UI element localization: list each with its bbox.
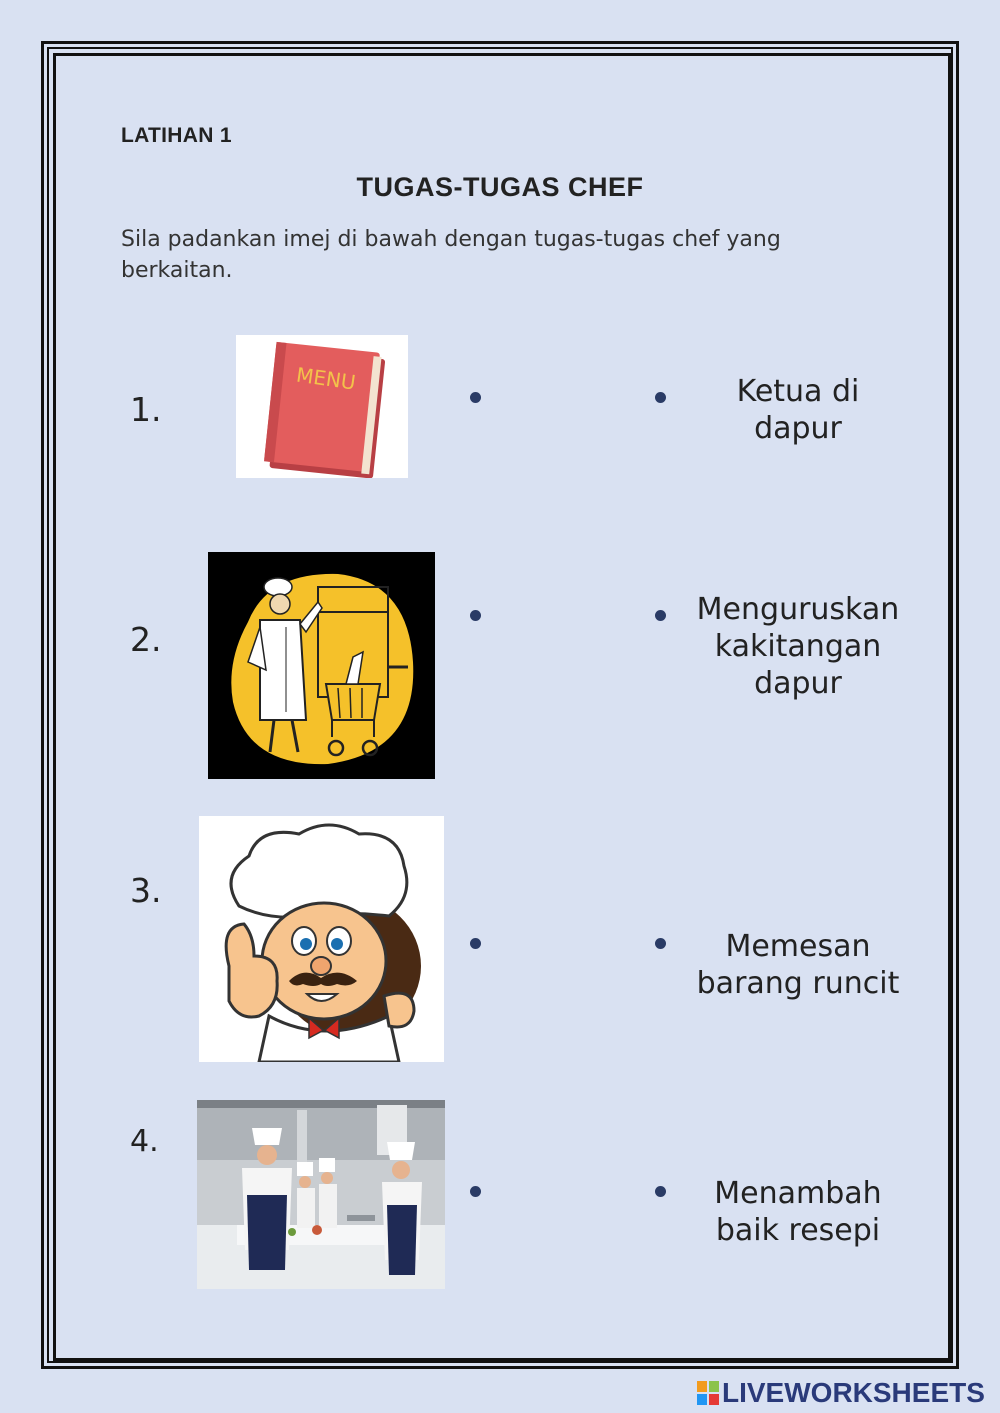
item-1-match-dot[interactable] bbox=[470, 392, 481, 403]
answer-1-match-dot[interactable] bbox=[655, 392, 666, 403]
answer-4-match-dot[interactable] bbox=[655, 1186, 666, 1197]
answer-1 bbox=[678, 373, 918, 447]
cartoon-chef-image bbox=[199, 816, 444, 1062]
item-4-match-dot[interactable] bbox=[470, 1186, 481, 1197]
item-number-3: 3. bbox=[130, 871, 162, 910]
answer-2-line-1: Menguruskan bbox=[696, 592, 900, 627]
item-number-2: 2. bbox=[130, 620, 162, 659]
answer-2-line-2: kakitangan bbox=[714, 629, 882, 664]
liveworksheets-logo-icon bbox=[697, 1381, 719, 1405]
answer-1-line-1: Ketua di bbox=[736, 374, 860, 409]
answer-4-line-2: baik resepi bbox=[715, 1213, 881, 1248]
kitchen-chefs-photo bbox=[197, 1100, 445, 1289]
answer-2 bbox=[678, 591, 918, 702]
menu-book-image bbox=[236, 335, 408, 478]
answer-4 bbox=[678, 1175, 918, 1249]
answer-1-line-2: dapur bbox=[754, 411, 842, 446]
item-2-match-dot[interactable] bbox=[470, 610, 481, 621]
item-number-4: 4. bbox=[130, 1124, 159, 1159]
liveworksheets-brand bbox=[697, 1376, 985, 1410]
answer-4-line-1: Menambah bbox=[714, 1176, 882, 1211]
answer-3-line-1: Memesan bbox=[725, 929, 871, 964]
item-number-1: 1. bbox=[130, 390, 162, 429]
menu-book-title: MENU bbox=[294, 362, 358, 395]
brand-name: LIVEWORKSHEETS bbox=[722, 1377, 985, 1408]
item-3-match-dot[interactable] bbox=[470, 938, 481, 949]
answer-2-line-3: dapur bbox=[754, 666, 842, 701]
answer-3 bbox=[678, 928, 918, 1002]
chef-cart-image bbox=[208, 552, 435, 779]
instructions-text: Sila padankan imej di bawah dengan tugas-tugas chef yang berkaitan. bbox=[121, 227, 781, 283]
exercise-label: LATIHAN 1 bbox=[121, 124, 232, 147]
answer-3-match-dot[interactable] bbox=[655, 938, 666, 949]
answer-2-match-dot[interactable] bbox=[655, 610, 666, 621]
worksheet-title: TUGAS-TUGAS CHEF bbox=[356, 172, 644, 202]
answer-3-line-2: barang runcit bbox=[696, 966, 900, 1001]
